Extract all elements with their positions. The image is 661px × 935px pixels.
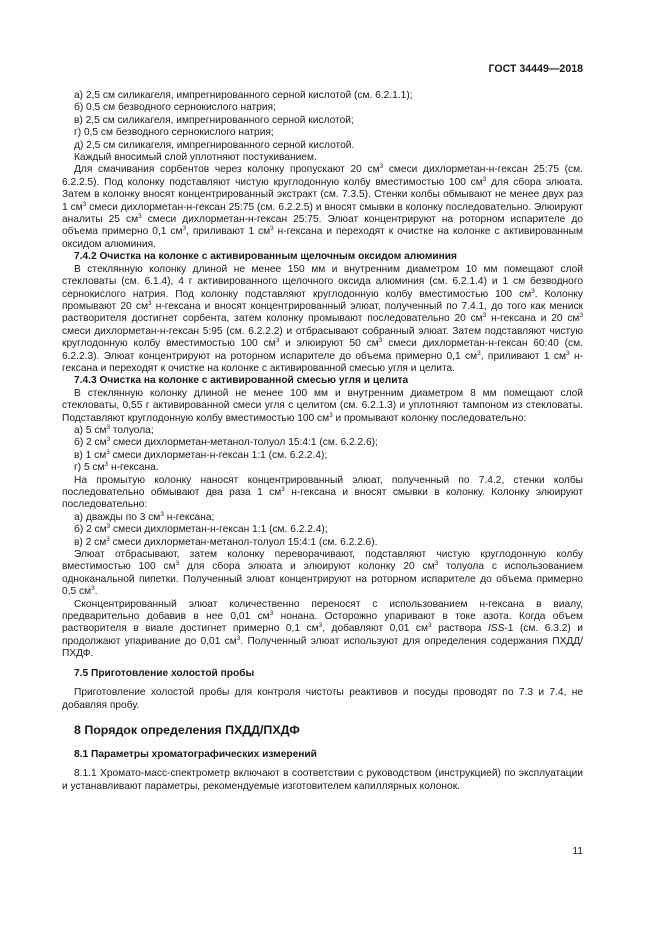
list-item: б) 2 $см^3$ смеси дихлорметан-метанол-толуол 15:4:1 (см. 6.2.2.6); — [74, 436, 378, 449]
list-item: в) 2,5 см силикагеля, импрегнированного серной кислотой; — [74, 114, 354, 126]
list-item: а) 2,5 см силикагеля, импрегнированного серной кислотой (см. 6.2.1.1); — [74, 90, 413, 101]
list-item: г) 0,5 см безводного сернокислого натрия; — [74, 127, 274, 139]
sorbent-layer-list — [62, 90, 583, 152]
list-item: г) 5 $см^3$ н-гексана. — [74, 461, 159, 474]
list-item: б) 2 $см^3$ смеси дихлорметан-н-гексан 1:1 (см. 6.2.2.4); — [74, 523, 328, 536]
page-number: 11 — [572, 846, 583, 857]
section-heading-8: 8 Порядок определения ПХДД/ПХДФ — [74, 722, 300, 737]
section-heading-7-4-2: 7.4.2 Очистка на колонке с активированным щелочным оксидом алюминия — [74, 251, 457, 263]
list-item: д) 2,5 см силикагеля, импрегнированного серной кислотой. — [74, 139, 355, 151]
list-item: в) 2 $см^3$ смеси дихлорметан-метанол-толуол 15:4:1 (см. 6.2.2.6). — [74, 535, 378, 548]
section-heading-7-5: 7.5 Приготовление холостой пробы — [74, 667, 255, 679]
paragraph-carbon-column: В стеклянную колонку длиной не менее 100 мм и внутренним диаметром 8 мм помещают слой стекловаты, 0,55 г активированной смеси угля с целитом (см. 6.2.1.3) и уплотняют тампоном из стекловаты. Подставляют круглодонную колбу вместимостью 100 $см^3$ и промывают колонку последовательно: — [62, 387, 583, 424]
document-header: ГОСТ 34449—2018 — [488, 63, 583, 75]
paragraph-reverse-column: Элюат отбрасывают, затем колонку переворачивают, подставляют чистую круглодонную колбу вместимостью 100 $см^3$ для сбора элюата и элюируют колонку 20 $см^3$ толуола с использованием одноканальной пипетки. Полученный элюат концентрируют на роторном испарителе до объема примерно 0,5 $см^3$. — [62, 549, 583, 598]
list-item: а) 5 $см^3$ толуола; — [74, 423, 154, 436]
paragraph-wetting: Для смачивания сорбентов через колонку пропускают 20 $см^3$ смеси дихлорметан-н-гексан 25:75 (см. 6.2.2.5). Под колонку подставляют чистую круглодонную колбу вместимостью 100 $см^3$ для сбора элюата. Затем в колонку вносят концентрированный экстракт (см. 7.3.5). Стенки колбы обмывают не менее двух раз 1 $см^3$ смеси дихлорметан-н-гексан 25:75 (см. 6.2.2.5) и вносят смывки в колонку последовательно. Элюируют аналиты 25 $см^3$ смеси дихлорметан-н-гексан 25:75. Элюат концентрируют на роторном испарителе до объема примерно 0,1 $см^3$, приливают 1 $см^3$ н-гексана и переходят к очистке на колонке с активированным оксидом алюминия. — [62, 163, 584, 250]
paragraph-concentrate-transfer: Сконцентрированный элюат количественно переносят с использованием н-гексана в виалу, предварительно добавив в нее 0,01 $см^3$ нонана. Осторожно упаривают в токе азота. Когда объем растворителя в виале достигнет примерно 0,1 $см^3$, добавляют 0,01 $см^3$ раствора ISS-1 (см. 6.3.2) и продолжают упаривание до 0,01 $см^3$. Полученный элюат используют для определения содержания ПХДД/ПХДФ. — [62, 598, 584, 660]
list-item: а) дважды по 3 $см^3$ н-гексана; — [74, 510, 215, 523]
paragraph-8-1-1: 8.1.1 Хромато-масс-спектрометр включают в соответствии с руководством (инструкцией) по эксплуатации и устанавливают параметры, рекомендуемые изготовителем капиллярных колонок. — [62, 768, 583, 792]
list-item: б) 0,5 см безводного сернокислого натрия; — [74, 102, 276, 114]
layer-note: Каждый вносимый слой уплотняют постукиванием. — [74, 152, 317, 164]
section-heading-8-1: 8.1 Параметры хроматографических измерений — [74, 748, 317, 760]
paragraph-elution: На промытую колонку наносят концентрированный элюат, полученный по 7.4.2, стенки колбы последовательно обмывают два раза 1 $см^3$ н-гексана и вносят смывки в колонку. Колонку элюируют последовательно: — [62, 474, 583, 511]
paragraph-blank-sample: Приготовление холостой пробы для контроля чистоты реактивов и посуды проводят по 7.3 и 7.4, не добавляя пробу. — [62, 687, 583, 711]
page-body — [62, 90, 583, 793]
list-item: в) 1 $см^3$ смеси дихлорметан-н-гексан 1:1 (см. 6.2.2.4); — [74, 448, 328, 461]
paragraph-alumina-column: В стеклянную колонку длиной не менее 150 мм и внутренним диаметром 10 мм помещают слой стекловаты (см. 6.1.4), 4 г активированного щелочного оксида алюминия (см. 6.2.1.4) и 1 см безводного сернокислого натрия. Под колонку подставляют круглодонную колбу вместимостью 100 $см^3$. Колонку промывают 20 $см^3$ н-гексана и вносят концентрированный элюат, полученный по 7.4.1, до того как мениск растворителя достигнет сорбента, затем колонку промывают последовательно 20 $см^3$ н-гексана и 20 $см^3$ смеси дихлорметан-н-гексан 5:95 (см. 6.2.2.2) и отбрасывают собранный элюат. Затем подставляют чистую круглодонную колбу вместимостью 100 $см^3$ и элюируют 50 $см^3$ смеси дихлорметан-н-гексан 60:40 (см. 6.2.2.3). Элюат концентрируют на роторном испарителе до объема примерно 0,1 $см^3$, приливают 1 $см^3$ н-гексана и переходят к очистке на колонке с активированной смесью угля и целита. — [62, 263, 584, 374]
section-heading-7-4-3: 7.4.3 Очистка на колонке с активированной смесью угля и целита — [74, 375, 409, 387]
